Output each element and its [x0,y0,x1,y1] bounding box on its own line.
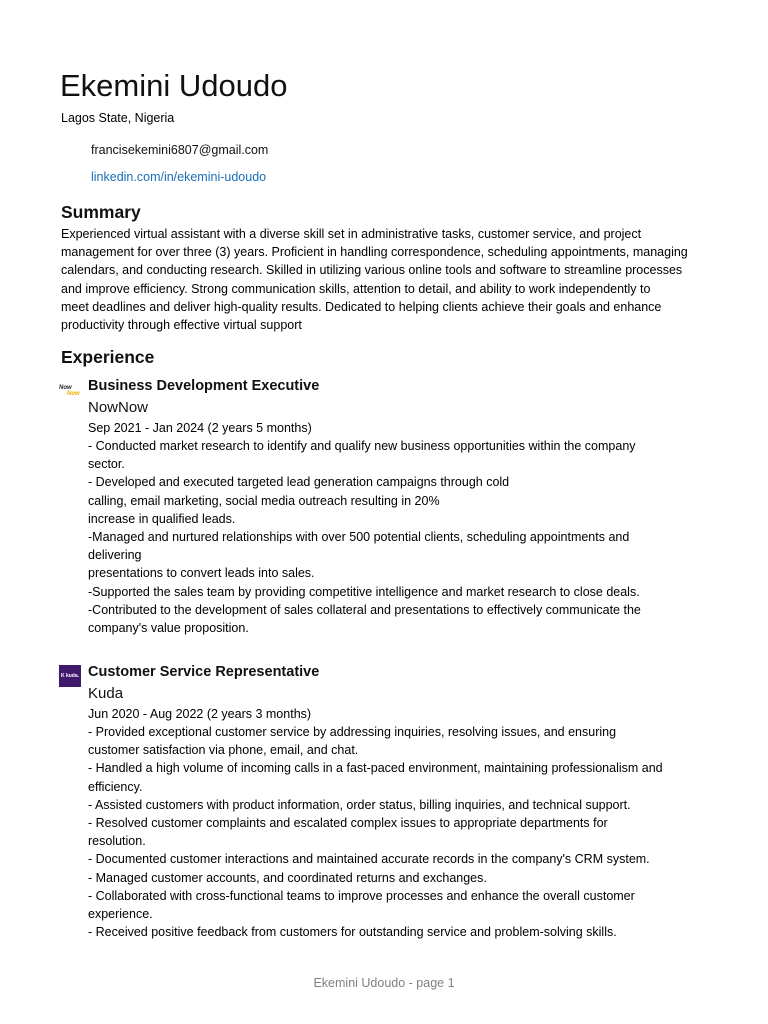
job-title: Customer Service Representative [88,664,320,680]
kuda-logo-text: K kuda. [60,673,80,679]
job-description: - Conducted market research to identify and qualify new business opportunities within the company sector. - Developed and executed targeted lead generation campaigns through cold calling, email marketing, social media outreach resulting in 20% increase in qualified leads. -Managed and nurtured relationships with over 500 potential clients, scheduling appointments and delivering presentations to convert leads into sales. -Supported the sales team by providing competitive intelligence and market research to close deals. -Contributed to the development of sales collateral and presentations to effectively communicate the company's value proposition. [88,439,641,636]
email-address[interactable]: francisekemini6807@gmail.com [91,143,269,157]
kuda-logo-icon [59,665,81,687]
linkedin-link[interactable]: linkedin.com/in/ekemini-udoudo [91,170,267,184]
candidate-location: Lagos State, Nigeria [61,111,175,125]
job-description: - Provided exceptional customer service by addressing inquiries, resolving issues, and ensuring customer satisfaction via phone, email, and chat. - Handled a high volume of incoming calls in a fast-paced environment, maintaining professionalism and efficiency. - Assisted customers with product information, order status, billing inquiries, and technical support. - Resolved customer complaints and escalated complex issues to appropriate departments for resolution. - Documented customer interactions and maintained accurate records in the company's CRM system. - Managed customer accounts, and coordinated returns and exchanges. - Collaborated with cross-functional teams to improve processes and enhance the overall customer experience. - Received positive feedback from customers for outstanding service and problem-solving skills. [88,725,663,940]
job-dates: Sep 2021 - Jan 2024 (2 years 5 months) [88,421,312,435]
summary-text: Experienced virtual assistant with a diverse skill set in administrative tasks, customer service, and project management for over three (3) years. Proficient in handling correspondence, scheduling appointments, managing calendars, and conducting research. Skilled in utilizing various online tools and software to streamline processes and improve efficiency. Strong communication skills, attention to detail, and ability to work independently to meet deadlines and deliver high-quality results. Dedicated to helping clients achieve their goals and enhance productivity through effective virtual support [61,227,688,333]
company-name: Kuda [88,685,124,702]
candidate-name: Ekemini Udoudo [60,68,288,103]
nownow-logo-text-2: Now [67,391,80,397]
job-dates: Jun 2020 - Aug 2022 (2 years 3 months) [88,707,312,721]
nownow-logo-icon [59,379,81,401]
nownow-logo-text-1: Now [59,385,72,391]
experience-heading: Experience [61,347,155,367]
page-footer: Ekemini Udoudo - page 1 [313,976,455,990]
company-name: NowNow [88,399,149,416]
summary-heading: Summary [61,202,141,222]
job-title: Business Development Executive [88,378,320,394]
